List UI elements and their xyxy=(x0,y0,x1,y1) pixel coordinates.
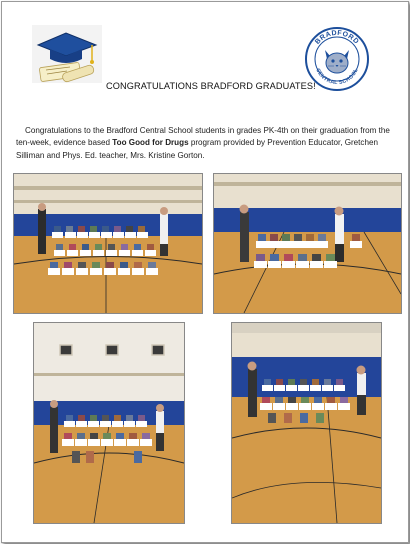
newsletter-headline: CONGRATULATIONS BRADFORD GRADUATES! xyxy=(106,81,316,91)
body-outro: program provided by Prevention Educator, Gretchen Silliman and Phys. Ed. teacher, Mrs. Kristine Gorton. xyxy=(16,138,378,160)
seal-bottom-text: CENTRAL SCHOOL xyxy=(314,67,360,87)
class-photo-2 xyxy=(213,173,402,314)
newsletter-body xyxy=(16,125,400,162)
class-photo-1 xyxy=(13,173,203,314)
newsletter-page xyxy=(1,1,409,543)
class-photo-4 xyxy=(231,322,382,524)
program-name: Too Good for Drugs xyxy=(112,138,189,148)
seal-top-text: BRADFORD xyxy=(314,29,360,46)
class-photo-3 xyxy=(33,322,185,524)
body-intro: Congratulations to the Bradford Central School students in grades PK-4th on their graduation from the ten-week, evidence based xyxy=(16,126,390,148)
graduation-cap-diploma-icon xyxy=(32,25,102,83)
